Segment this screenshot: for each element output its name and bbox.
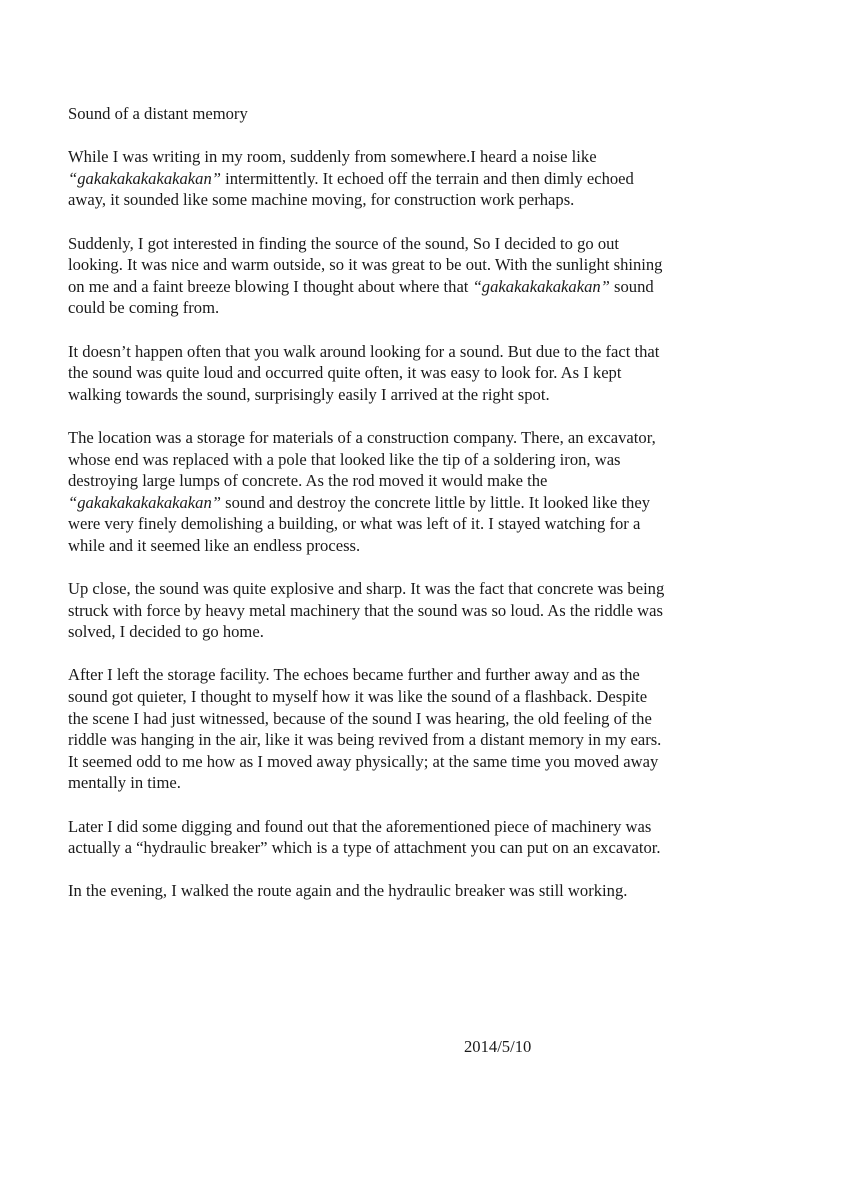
paragraph-text: While I was writing in my room, suddenly from somewhere.I heard a noise like — [68, 147, 597, 167]
paragraph — [68, 146, 668, 211]
paragraph — [68, 427, 668, 557]
paragraph-text: Up close, the sound was quite explosive and sharp. It was the fact that concrete was being struck with force by heavy metal machinery that the sound was so loud. As the riddle was solved, I decided to go home. — [68, 579, 665, 642]
paragraph — [68, 341, 668, 406]
paragraph — [68, 578, 668, 643]
onomatopoeia-text: “gakakakakakakakan” — [68, 168, 221, 188]
paragraph-text: The location was a storage for materials of a construction company. There, an excavator, whose end was replaced with a pole that looked like the tip of a soldering iron, was destroying large lumps of concrete. As the rod moved it would make the — [68, 427, 656, 491]
onomatopoeia-text: “gakakakakakakan” — [472, 276, 610, 296]
paragraph-text: Later I did some digging and found out that the aforementioned piece of machinery was actually a “hydraulic breaker” which is a type of attachment you can put on an excavator. — [68, 816, 661, 858]
paragraph-text: It doesn’t happen often that you walk around looking for a sound. But due to the fact that the sound was quite loud and occurred quite often, it was easy to look for. As I kept walking towards the sound, surprisingly easily I arrived at the right spot. — [68, 341, 660, 404]
paragraph — [68, 233, 668, 319]
paragraph-text: Suddenly, I got interested in finding the source of the sound, So I decided to go out looking. It was nice and warm outside, so it was great to be out. With the sunlight shining on me and a faint breeze blowing I thought about where that — [68, 233, 663, 296]
paragraph-text: sound could be coming from. — [68, 276, 654, 318]
onomatopoeia-text: “gakakakakakakakan” — [68, 492, 221, 512]
document-date: 2014/5/10 — [464, 1037, 532, 1056]
paragraph-text: intermittently. It echoed off the terrain and then dimly echoed away, it sounded like some machine moving, for construction work perhaps. — [68, 168, 634, 210]
paragraph-text: After I left the storage facility. The echoes became further and further away and as the sound got quieter, I thought to myself how it was like the sound of a flashback. Despite the scene I had just witnessed, because of the sound I was hearing, the old feeling of the riddle was hanging in the air, like it was being revived from a distant memory in my ears. It seemed odd to me how as I moved away physically; at the same time you moved away mentally in time. — [68, 665, 662, 793]
paragraph-text: sound and destroy the concrete little by little. It looked like they were very finely demolishing a building, or what was left of it. I stayed watching for a while and it seemed like an endless process. — [68, 492, 651, 555]
document-body — [68, 103, 668, 924]
paragraph — [68, 880, 668, 902]
paragraph — [68, 664, 668, 794]
paragraph — [68, 816, 668, 859]
document-title: Sound of a distant memory — [68, 104, 248, 123]
paragraph-text: In the evening, I walked the route again and the hydraulic breaker was still working. — [68, 881, 628, 901]
